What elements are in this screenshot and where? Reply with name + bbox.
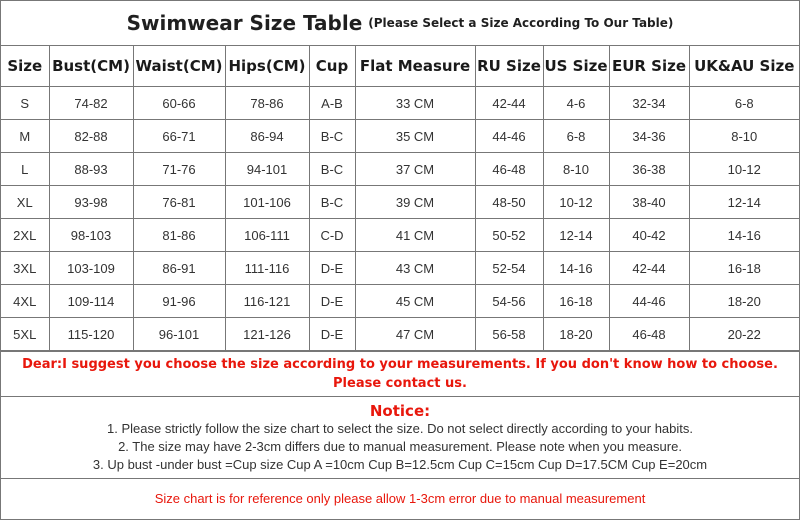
notice-box [1,397,799,479]
cell-waist: 86-91 [133,252,225,285]
cell-cup: D-E [309,252,355,285]
header-ru-size: RU Size [475,46,543,87]
cell-size: 4XL [1,285,49,318]
cell-flat-measure: 35 CM [355,120,475,153]
cell-hips: 86-94 [225,120,309,153]
table-header-row [1,46,799,87]
cell-bust: 88-93 [49,153,133,186]
cell-ru-size: 42-44 [475,87,543,120]
title-row [1,1,799,46]
cell-uk-au-size: 16-18 [689,252,799,285]
cell-hips: 94-101 [225,153,309,186]
cell-cup: B-C [309,186,355,219]
cell-waist: 71-76 [133,153,225,186]
page-title: Swimwear Size Table [126,11,363,35]
cell-flat-measure: 37 CM [355,153,475,186]
notice-item: 1. Please strictly follow the size chart to select the size. Do not select directly according to your habits. [107,421,693,436]
notice-item: 2. The size may have 2-3cm differs due to manual measurement. Please note when you measure. [118,439,682,454]
cell-us-size: 14-16 [543,252,609,285]
cell-us-size: 18-20 [543,318,609,351]
cell-cup: A-B [309,87,355,120]
cell-us-size: 8-10 [543,153,609,186]
cell-hips: 116-121 [225,285,309,318]
table-row [1,87,799,120]
cell-bust: 74-82 [49,87,133,120]
cell-flat-measure: 45 CM [355,285,475,318]
cell-size: 3XL [1,252,49,285]
cell-ru-size: 48-50 [475,186,543,219]
cell-hips: 106-111 [225,219,309,252]
cell-eur-size: 46-48 [609,318,689,351]
cell-ru-size: 44-46 [475,120,543,153]
table-body [1,87,799,351]
cell-size: M [1,120,49,153]
cell-eur-size: 36-38 [609,153,689,186]
cell-bust: 109-114 [49,285,133,318]
cell-size: XL [1,186,49,219]
cell-flat-measure: 43 CM [355,252,475,285]
table-row [1,153,799,186]
cell-size: S [1,87,49,120]
cell-waist: 96-101 [133,318,225,351]
cell-size: L [1,153,49,186]
cell-waist: 91-96 [133,285,225,318]
cell-eur-size: 42-44 [609,252,689,285]
cell-cup: B-C [309,153,355,186]
header-us-size: US Size [543,46,609,87]
cell-ru-size: 46-48 [475,153,543,186]
cell-us-size: 4-6 [543,87,609,120]
cell-us-size: 12-14 [543,219,609,252]
cell-bust: 103-109 [49,252,133,285]
notice-title: Notice: [369,402,431,420]
cell-cup: D-E [309,318,355,351]
header-flat-measure: Flat Measure [355,46,475,87]
cell-ru-size: 52-54 [475,252,543,285]
cell-eur-size: 38-40 [609,186,689,219]
cell-ru-size: 56-58 [475,318,543,351]
table-row [1,318,799,351]
cell-waist: 81-86 [133,219,225,252]
cell-bust: 82-88 [49,120,133,153]
cell-flat-measure: 41 CM [355,219,475,252]
cell-ru-size: 50-52 [475,219,543,252]
cell-waist: 76-81 [133,186,225,219]
table-row [1,120,799,153]
cell-eur-size: 32-34 [609,87,689,120]
table-row [1,219,799,252]
cell-flat-measure: 39 CM [355,186,475,219]
cell-hips: 121-126 [225,318,309,351]
cell-flat-measure: 47 CM [355,318,475,351]
cell-hips: 101-106 [225,186,309,219]
cell-cup: C-D [309,219,355,252]
cell-hips: 111-116 [225,252,309,285]
cell-uk-au-size: 6-8 [689,87,799,120]
header-uk-au-size: UK&AU Size [689,46,799,87]
size-table [1,46,799,351]
cell-size: 2XL [1,219,49,252]
cell-cup: D-E [309,285,355,318]
cell-eur-size: 34-36 [609,120,689,153]
cell-waist: 60-66 [133,87,225,120]
notice-item: 3. Up bust -under bust =Cup size Cup A =10cm Cup B=12.5cm Cup C=15cm Cup D=17.5CM Cup E=20cm [92,457,708,472]
header-eur-size: EUR Size [609,46,689,87]
dear-message: Dear:I suggest you choose the size according to your measurements. If you don't know how to choose. Please contact us. [22,357,778,391]
cell-eur-size: 40-42 [609,219,689,252]
header-hips: Hips(CM) [225,46,309,87]
header-cup: Cup [309,46,355,87]
cell-uk-au-size: 18-20 [689,285,799,318]
cell-uk-au-size: 8-10 [689,120,799,153]
cell-uk-au-size: 12-14 [689,186,799,219]
cell-hips: 78-86 [225,87,309,120]
cell-uk-au-size: 20-22 [689,318,799,351]
cell-size: 5XL [1,318,49,351]
header-size: Size [1,46,49,87]
cell-bust: 98-103 [49,219,133,252]
cell-flat-measure: 33 CM [355,87,475,120]
header-bust: Bust(CM) [49,46,133,87]
cell-us-size: 16-18 [543,285,609,318]
page-subtitle: (Please Select a Size According To Our Table) [368,16,674,30]
table-row [1,252,799,285]
cell-bust: 93-98 [49,186,133,219]
footer-disclaimer: Size chart is for reference only please allow 1-3cm error due to manual measurement [154,490,646,506]
cell-uk-au-size: 10-12 [689,153,799,186]
table-row [1,285,799,318]
header-waist: Waist(CM) [133,46,225,87]
cell-cup: B-C [309,120,355,153]
dear-message-box [1,351,799,397]
cell-ru-size: 54-56 [475,285,543,318]
cell-us-size: 6-8 [543,120,609,153]
cell-us-size: 10-12 [543,186,609,219]
cell-uk-au-size: 14-16 [689,219,799,252]
cell-eur-size: 44-46 [609,285,689,318]
table-row [1,186,799,219]
cell-waist: 66-71 [133,120,225,153]
cell-bust: 115-120 [49,318,133,351]
